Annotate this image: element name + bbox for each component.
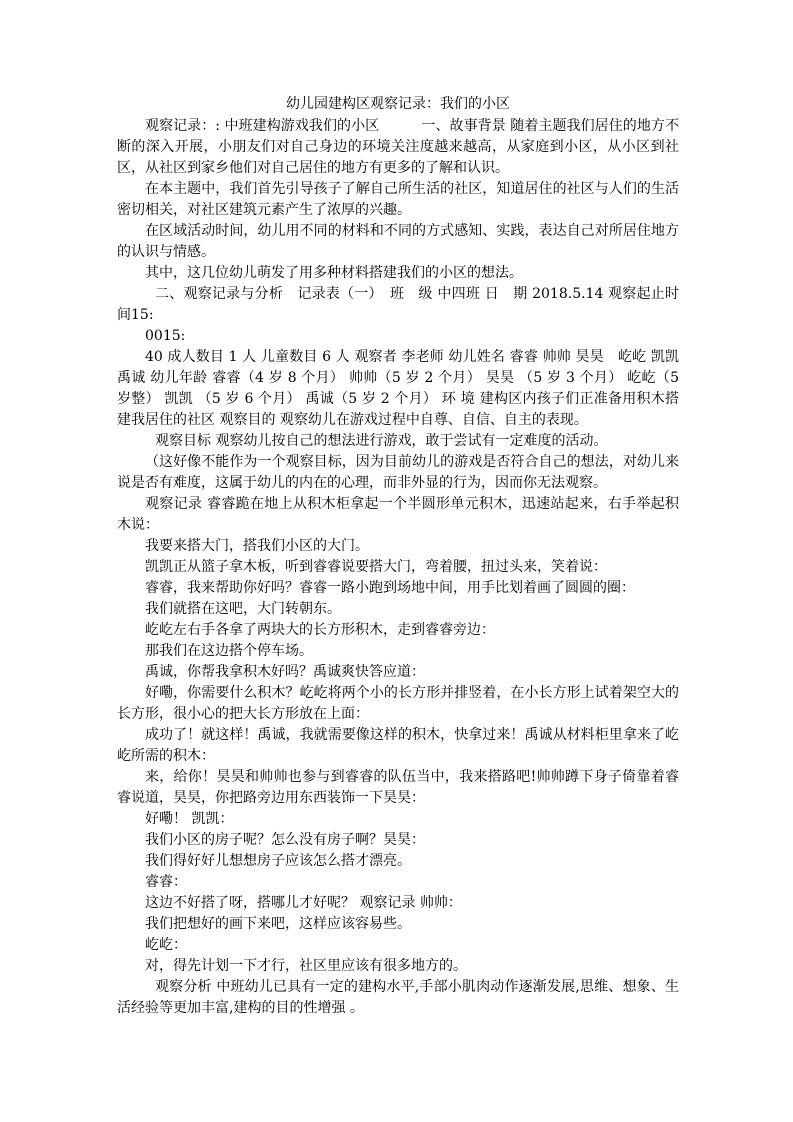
paragraph-record-details: 40 成人数目 1 人 儿童数目 6 人 观察者 李老师 幼儿姓名 睿睿 帅帅 昊昊 屹屹 凯凯 禹诚 幼儿年龄 睿睿（4 岁 8 个月） 帅帅（5 岁 2 个月） 昊昊 （5 岁 3 个月） 屹屹（5 岁整） 凯凯 （5 岁 6 个月） 禹诚（5 岁 2 个月） 环 境 建构区内孩子们正准备用积木搭建我居住的社区 观察目的 观察幼儿在游戏过程中自尊、自信、自主的表现。 [117, 349, 693, 428]
dialogue-line: 屹屹左右手各拿了两块大的长方形积木，走到睿睿旁边： [145, 622, 495, 638]
dialogue-line: 对，得先计划一下才行，社区里应该有很多地方的。 [145, 958, 467, 974]
document-page [117, 94, 693, 1019]
dialogue-line: 屹屹： [145, 937, 187, 953]
dialogue-line: 好嘞！ 凯凯： [145, 811, 234, 827]
paragraph-background: 观察记录：: 中班建构游戏我们的小区 一、故事背景 随着主题我们居住的地方不断的深入开展，小朋友们对自己身边的环境关注度越来越高，从家庭到小区，从小区到社区，从社区到家乡他们对自己居住的地方有更多的了解和认识。 [117, 118, 679, 176]
dialogue-line: 我们得好好儿想想房子应该怎么搭才漂亮。 [145, 853, 411, 869]
dialogue-line: 睿睿，我来帮助你好吗？睿睿一路小跑到场地中间，用手比划着画了圆圆的圈： [145, 580, 635, 596]
dialogue-line: 睿睿： [145, 874, 187, 890]
paragraph-observation-analysis: 观察分析 中班幼儿已具有一定的建构水平,手部小肌肉动作逐渐发展,思维、想象、生活经验等更加丰富,建构的目的性增强 。 [117, 979, 679, 1016]
dialogue-line: 我要来搭大门，搭我们小区的大门。 [145, 538, 369, 554]
dialogue-line: 这边不好搭了呀，搭哪儿才好呢？ 观察记录 帅帅： [145, 895, 462, 911]
paragraph-observation-goal: 观察目标 观察幼儿按自己的想法进行游戏，敢于尝试有一定难度的活动。 [155, 433, 608, 449]
paragraph-observation-record: 观察记录 睿睿跪在地上从积木柜拿起一个半圆形单元积木，迅速站起来，右手举起积木说： [117, 496, 679, 533]
paragraph-time: 0015: [145, 328, 186, 344]
dialogue-line: 我们就搭在这吧，大门转朝东。 [145, 601, 341, 617]
document-title: 幼儿园建构区观察记录：我们的小区 [286, 96, 510, 112]
dialogue-line: 禹诚，你帮我拿积木好吗？禹诚爽快答应道： [145, 664, 425, 680]
dialogue-line: 来，给你！昊昊和帅帅也参与到睿睿的队伍当中，我来搭路吧!帅帅蹲下身子倚靠着睿睿说道，昊昊，你把路旁边用东西装饰一下昊昊： [117, 769, 679, 806]
dialogue-line: 我们把想好的画下来吧，这样应该容易些。 [145, 916, 411, 932]
dialogue-line: 我们小区的房子呢？怎么没有房子啊？昊昊： [145, 832, 425, 848]
dialogue-line: 凯凯正从篮子拿木板，听到睿睿说要搭大门，弯着腰，扭过头来，笑着说： [145, 559, 607, 575]
dialogue-line: 成功了！就这样！禹诚，我就需要像这样的积木，快拿过来！禹诚从材料柜里拿来了屹屹所需的积木： [117, 727, 679, 764]
paragraph-activity-time: 在区域活动时间，幼儿用不同的材料和不同的方式感知、实践，表达自己对所居住地方的认识与情感。 [117, 223, 679, 260]
paragraph-teacher-comment: （这好像不能作为一个观察目标，因为目前幼儿的游戏是否符合自己的想法，对幼儿来说是否有难度，这属于幼儿的内在的心理，而非外显的行为，因而你无法观察。 [117, 454, 679, 491]
paragraph-record-header: 二、观察记录与分析 记录表（一） 班 级 中四班 日 期 2018.5.14 观察起止时间15: [117, 286, 679, 323]
paragraph-idea: 其中，这几位幼儿萌发了用多种材料搭建我们的小区的想法。 [145, 265, 523, 281]
dialogue-line: 那我们在这边搭个停车场。 [145, 643, 313, 659]
dialogue-line: 好嘞，你需要什么积木？屹屹将两个小的长方形并排竖着，在小长方形上试着架空大的长方形，很小心的把大长方形放在上面： [117, 685, 679, 722]
paragraph-theme: 在本主题中，我们首先引导孩子了解自己所生活的社区，知道居住的社区与人们的生活密切相关，对社区建筑元素产生了浓厚的兴趣。 [117, 181, 679, 218]
